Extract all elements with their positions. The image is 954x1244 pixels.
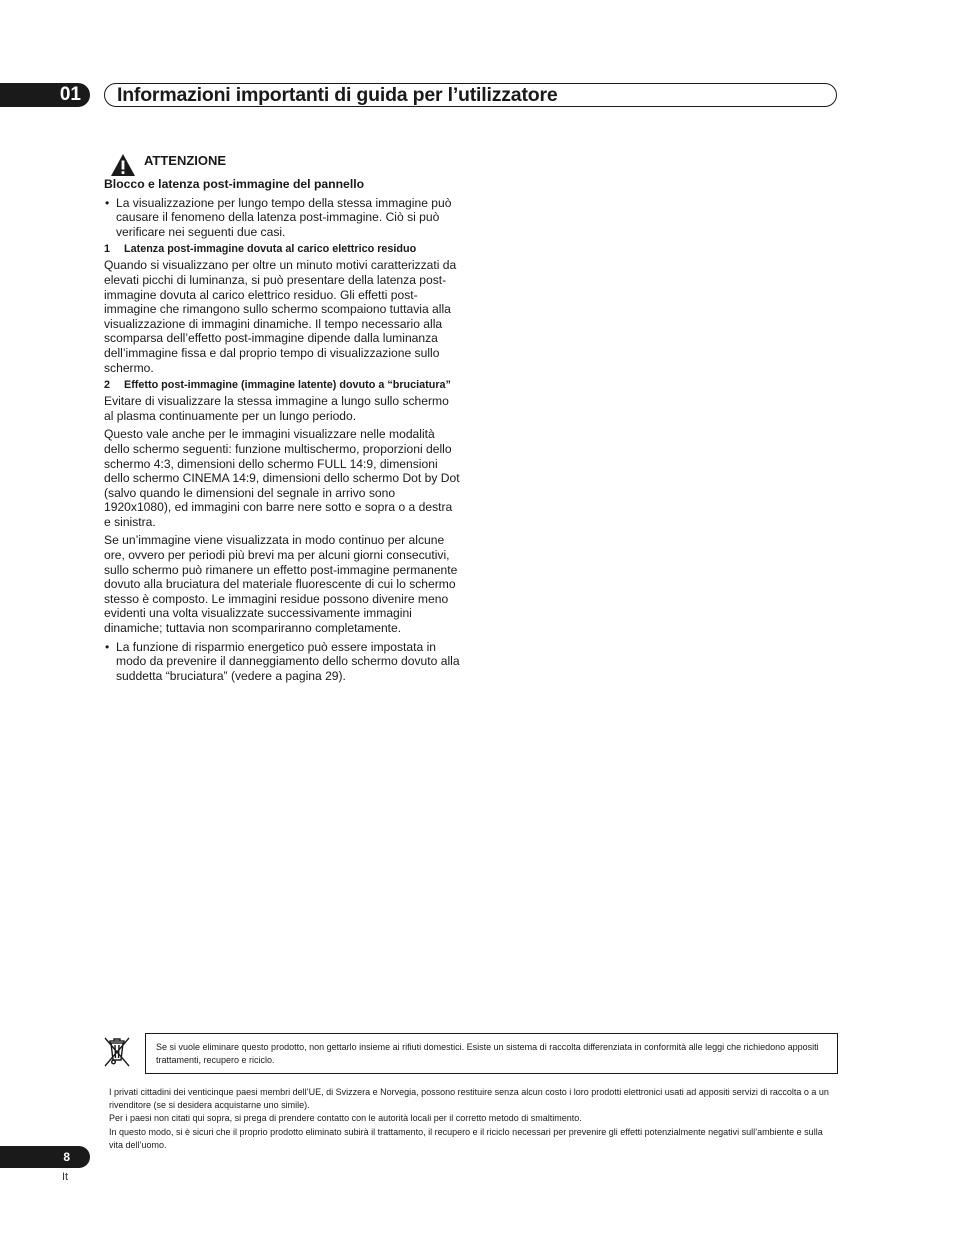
caution-heading-row [104, 151, 460, 177]
case-1-heading-text: Latenza post-immagine dovuta al carico elettrico residuo [124, 243, 417, 256]
case-1-heading [104, 243, 460, 256]
chapter-header-bar [104, 83, 837, 107]
language-code: It [62, 1171, 69, 1183]
caution-title: ATTENZIONE [144, 153, 227, 168]
case-1-paragraph: Quando si visualizzano per oltre un minuto motivi caratterizzati da elevati picchi di luminanza, si può presentare della latenza post-immagine dovuta al carico elettrico residuo. Gli effetti post-immagine che rimangono sullo schermo scompaiono tuttavia alla visualizzazione di immagini dinamiche. Il tempo necessario alla scomparsa dell’effetto post-immagine dipende dalla luminanza dell’immagine fissa e dal proprio tempo di visualizzazione sullo schermo. [104, 258, 457, 375]
case-2-heading [104, 379, 460, 392]
chapter-number-tab: 01 [0, 83, 90, 107]
disposal-note: In questo modo, si è sicuri che il proprio prodotto eliminato subirà il trattamento, il recupero e il riciclo necessari per prevenire gli effetti potenzialmente negativi sull’ambiente e sulla vita dell’uomo. [109, 1126, 823, 1150]
page-title: Informazioni importanti di guida per l’utilizzatore [117, 84, 558, 106]
caution-section [104, 151, 460, 687]
case-2-number: 2 [104, 379, 111, 392]
case-2-paragraph-1: Evitare di visualizzare la stessa immagine a lungo sullo schermo al plasma continuamente per un lungo periodo. [104, 394, 449, 423]
disposal-note: Per i paesi non citati qui sopra, si prega di prendere contatto con le autorità locali per il corretto metodo di smaltimento. [109, 1113, 582, 1124]
disposal-notice-box [145, 1033, 838, 1074]
disposal-note: I privati cittadini dei venticinque paesi membri dell’UE, di Svizzera e Norvegia, possono restituire senza alcun costo i loro prodotti elettronici usati ad appositi servizi di raccolta o a un rivenditore (se si desidera acquistarne uno simile). [109, 1087, 829, 1111]
section-subheading: Blocco e latenza post-immagine del pannello [104, 177, 365, 191]
disposal-notes [109, 1086, 839, 1152]
case-2-paragraph-2: Questo vale anche per le immagini visualizzare nelle modalità dello schermo seguenti: funzione multischermo, proporzioni dello schermo 4:3, dimensioni dello schermo FULL 14:9, dimensioni dello schermo CINEMA 14:9, dimensioni dello schermo Dot by Dot (salvo quando le dimensioni del segnale in arrivo sono 1920x1080), ed immagini con barre nere sotto e sopra o a destra e sinistra. [104, 427, 460, 529]
warning-triangle-icon [110, 153, 136, 177]
page-number-tab: 8 [0, 1146, 90, 1168]
case-2-paragraph-3: Se un’immagine viene visualizzata in modo continuo per alcune ore, ovvero per periodi più brevi ma per alcuni giorni consecutivi, sullo schermo può rimanere un effetto post-immagine permanente dovuto alla bruciatura del materiale fluorescente di cui lo schermo stesso è composto. Le immagini residue possono divenire meno evidenti una volta visualizzate successivamente immagini dinamiche; tuttavia non scompariranno completamente. [104, 533, 458, 636]
bullet-item: • La funzione di risparmio energetico può essere impostata in modo da prevenire il danneggiamento dello schermo dovuto alla suddetta “bruciatura” (vedere a pagina 29). [104, 640, 460, 684]
crossed-out-wheelie-bin-icon [101, 1035, 133, 1068]
case-2-heading-text: Effetto post-immagine (immagine latente) dovuto a “bruciatura” [124, 379, 451, 392]
disposal-notice-text: Se si vuole eliminare questo prodotto, non gettarlo insieme ai rifiuti domestici. Esiste un sistema di raccolta differenziata in conformità alle leggi che richiedono appositi trattamenti, recupero e riciclo. [156, 1042, 819, 1065]
case-1-number: 1 [104, 243, 111, 256]
bullet-item: • La visualizzazione per lungo tempo della stessa immagine può causare il fenomeno della latenza post-immagine. Ciò si può verificare nei seguenti due casi. [104, 196, 460, 240]
